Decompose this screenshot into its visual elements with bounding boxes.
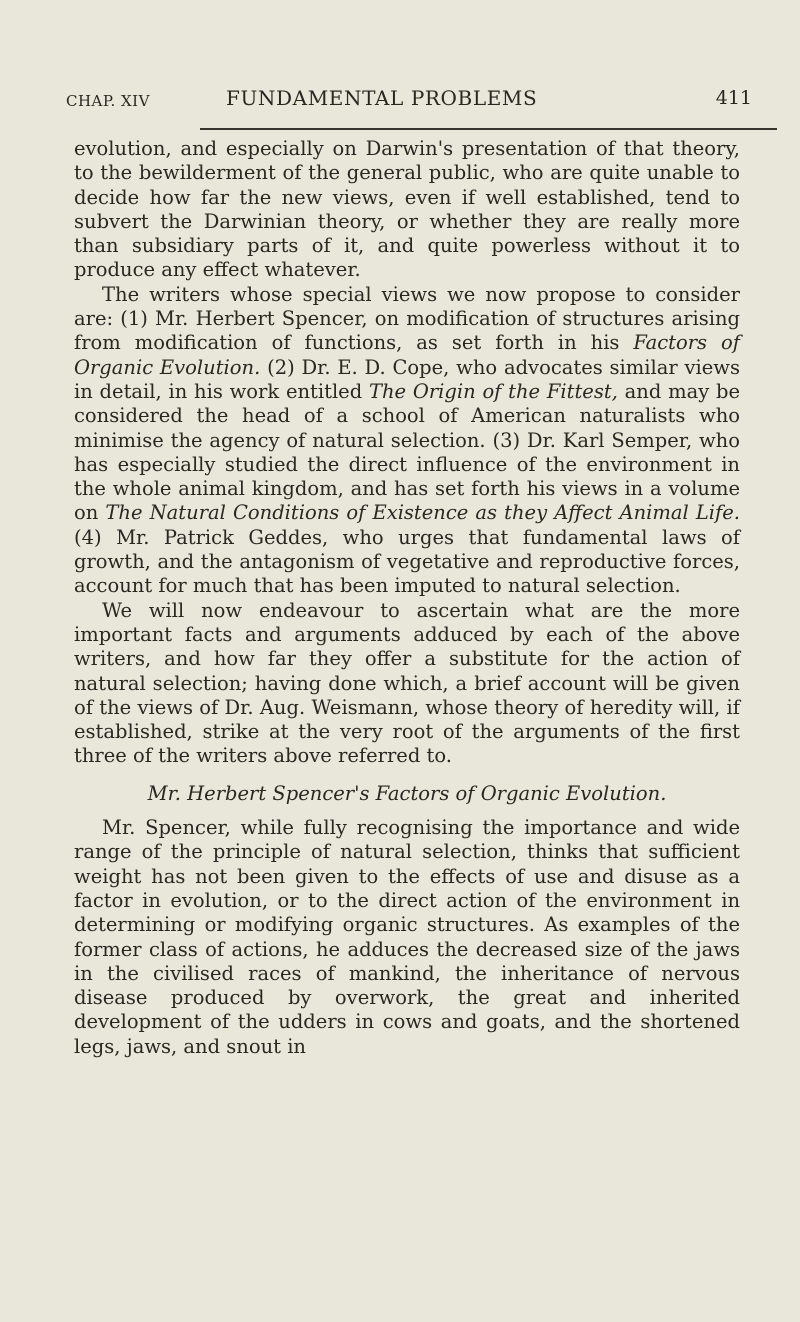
section-heading: Mr. Herbert Spencer's Factors of Organic Evolution. (147, 781, 667, 805)
book-title-italic: Factors of Organic Evolution. (74, 331, 740, 379)
book-title-italic: The Origin of the Fittest, (368, 379, 618, 403)
paragraph-text: The writers whose special views we now propose to consider are: (1) Mr. Herbert Spencer, on modification of structures arising from modification of functions, as set forth in his (74, 282, 740, 355)
paragraph-continuation (74, 137, 740, 283)
paragraph-writers (74, 283, 740, 599)
paragraph-text: and may be considered the head of a school of American naturalists who minimise the agency of natural selection. (3) Dr. Karl Semper, who has especially studied the direct influence of the environment in the whole animal kingdom, and has set forth his views in a volume on (74, 379, 741, 525)
book-title-italic: The Natural Conditions of Existence as they Affect Animal Life. (105, 501, 740, 525)
running-title: FUNDAMENTAL PROBLEMS (226, 86, 538, 110)
paragraph-text: (4) Mr. Patrick Geddes, who urges that fundamental laws of growth, and the antagonism of vegetative and reproductive forces, account for much that has been imputed to natural selection. (74, 525, 740, 598)
running-header (66, 86, 752, 116)
paragraph-text: evolution, and especially on Darwin's presentation of that theory, to the bewilderment of the general public, who are quite unable to decide how far the new views, even if well established, tend to subvert the Darwinian theory, or whether they are really more than subsidiary parts of it, and quite powerless without it to produce any effect whatever. (74, 137, 740, 282)
paragraph-text: We will now endeavour to ascertain what are the more important facts and arguments adduced by each of the above writers, and how far they offer a substitute for the action of natural selection; having done which, a brief account will be given of the views of Dr. Aug. Weismann, whose theory of heredity will, if established, strike at the very root of the arguments of the first three of the writers above referred to. (74, 598, 740, 768)
paragraph-spencer (74, 816, 740, 1059)
chapter-label: CHAP. XIV (66, 92, 150, 110)
paragraph-endeavour (74, 599, 740, 769)
paragraph-text: (2) Dr. E. D. Cope, who advocates similar views in detail, in his work entitled (74, 355, 740, 403)
body-text (74, 137, 740, 1059)
page-number: 411 (715, 87, 752, 109)
paragraph-text: Mr. Spencer, while fully recognising the importance and wide range of the principle of natural selection, thinks that sufficient weight has not been given to the effects of use and disuse as a factor in evolution, or to the direct action of the environment in determining or modifying organic structures. As examples of the former class of actions, he adduces the decreased size of the jaws in the civilised races of mankind, the inheritance of nervous disease produced by overwork, the great and inherited development of the udders in cows and goats, and the shortened legs, jaws, and snout in (74, 816, 740, 1058)
header-rule (200, 128, 777, 130)
